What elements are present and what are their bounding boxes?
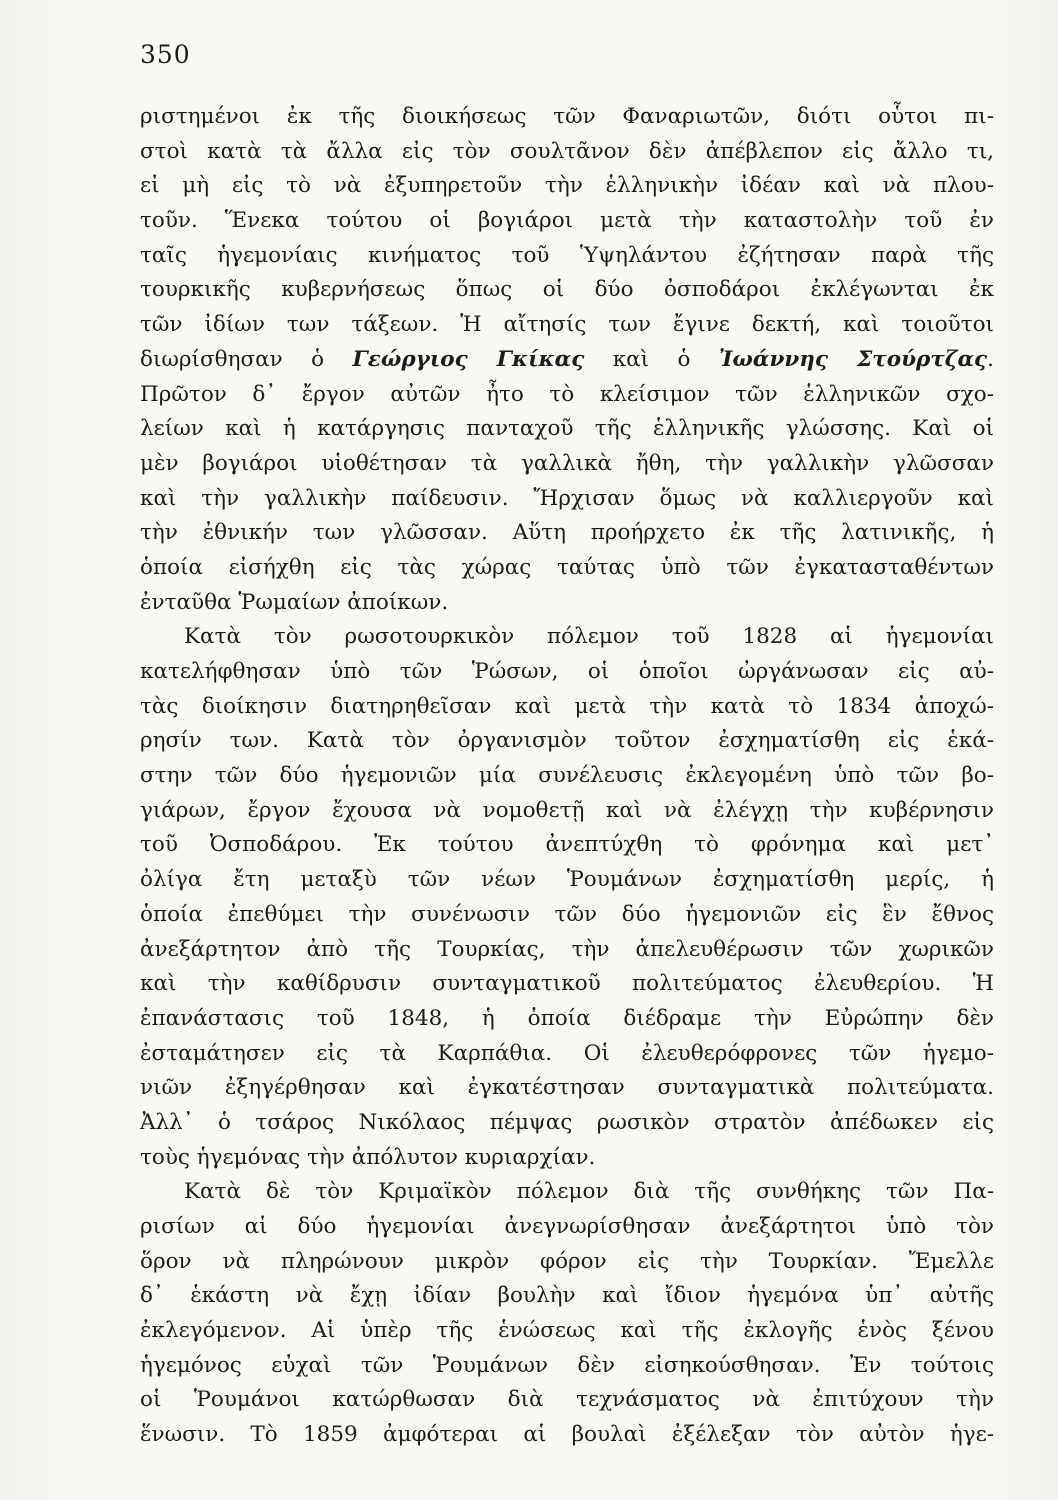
text-line: τὴν ἐθνικήν των γλῶσσαν. Αὕτη προήρχετο ἐκ τῆς λατινικῆς, ἡ [140, 520, 994, 546]
text-line: ἕνωσιν. Τὸ 1859 ἀμφότεραι αἱ βουλαὶ ἐξέλεξαν τὸν αὐτὸν ἡγε- [140, 1422, 994, 1448]
text-fragment: διωρίσθησαν ὁ [140, 346, 353, 372]
text-line: Κατὰ τὸν ρωσοτουρκικὸν πόλεμον τοῦ 1828 αἱ ἡγεμονίαι [184, 624, 994, 650]
text-line: ἐνταῦθα Ῥωμαίων ἀποίκων. [140, 589, 449, 615]
text-line: ταῖς ἡγεμονίαις κινήματος τοῦ Ὑψηλάντου ἐζήτησαν παρὰ τῆς [140, 242, 994, 268]
text-line: ὁποία εἰσήχθη εἰς τὰς χώρας ταύτας ὑπὸ τῶν ἐγκατασταθέντων [140, 554, 994, 580]
text-line: νιῶν ἐξηγέρθησαν καὶ ἐγκατέστησαν συνταγματικὰ πολιτεύματα. [140, 1075, 994, 1101]
text-line [140, 343, 994, 378]
text-line: τοῦ Ὀσποδάρου. Ἐκ τούτου ἀνεπτύχθη τὸ φρόνημα καὶ μετ᾽ [140, 832, 994, 858]
text-line: στην τῶν δύο ἡγεμονιῶν μία συνέλευσις ἐκλεγομένη ὑπὸ τῶν βο- [140, 763, 994, 789]
text-line: τοῦν. Ἕνεκα τούτου οἱ βογιάροι μετὰ τὴν καταστολὴν τοῦ ἐν [140, 208, 994, 234]
text-line: καὶ τὴν γαλλικὴν παίδευσιν. Ἤρχισαν ὅμως νὰ καλλιεργοῦν καὶ [140, 485, 994, 511]
text-line: Ἀλλ᾽ ὁ τσάρος Νικόλαος πέμψας ρωσικὸν στρατὸν ἀπέδωκεν εἰς [140, 1109, 994, 1135]
text-line: τουρκικῆς κυβερνήσεως ὅπως οἱ δύο ὀσποδάροι ἐκλέγωνται ἐκ [140, 277, 994, 303]
text-line: εἰ μὴ εἰς τὸ νὰ ἐξυπηρετοῦν τὴν ἑλληνικὴν ἰδέαν καὶ νὰ πλου- [140, 173, 994, 199]
text-line: ὀλίγα ἔτη μεταξὺ τῶν νέων Ῥουμάνων ἐσχηματίσθη μερίς, ἡ [140, 867, 994, 893]
text-line: ρισίων αἱ δύο ἡγεμονίαι ἀνεγνωρίσθησαν ἀνεξάρτητοι ὑπὸ τὸν [140, 1214, 994, 1239]
text-line: τὰς διοίκησιν διατηρηθεῖσαν καὶ μετὰ τὴν κατὰ τὸ 1834 ἀποχώ- [140, 693, 994, 719]
text-line: κατελήφθησαν ὑπὸ τῶν Ῥώσων, οἱ ὁποῖοι ὠργάνωσαν εἰς αὐ- [140, 659, 994, 684]
page-number: 350 [140, 40, 191, 69]
text-line: ἡγεμόνος εὐχαὶ τῶν Ῥουμάνων δὲν εἰσηκούσθησαν. Ἐν τούτοις [140, 1352, 994, 1378]
text-line: δ᾽ ἑκάστη νὰ ἔχῃ ἰδίαν βουλὴν καὶ ἴδιον ἡγεμόνα ὑπ᾽ αὐτῆς [140, 1283, 994, 1309]
text-line: μὲν βογιάροι υἱοθέτησαν τὰ γαλλικὰ ἤθη, τὴν γαλλικὴν γλῶσσαν [140, 450, 994, 476]
person-name: Γεώργιος Γκίκας [352, 346, 585, 372]
text-line: ὁποία ἐπεθύμει τὴν συνένωσιν τῶν δύο ἡγεμονιῶν εἰς ἓν ἔθνος [140, 901, 994, 927]
text-fragment: . [987, 346, 994, 372]
text-line: τοὺς ἡγεμόνας τὴν ἀπόλυτον κυριαρχίαν. [140, 1144, 596, 1170]
text-line: ἀνεξάρτητον ἀπὸ τῆς Τουρκίας, τὴν ἀπελευθέρωσιν τῶν χωρικῶν [140, 936, 994, 962]
text-line: Πρῶτον δ᾽ ἔργον αὐτῶν ἦτο τὸ κλείσιμον τῶν ἑλληνικῶν σχο- [140, 381, 994, 407]
text-line: καὶ τὴν καθίδρυσιν συνταγματικοῦ πολιτεύματος ἐλευθερίου. Ἡ [140, 971, 994, 997]
text-line: ὅρον νὰ πληρώνουν μικρὸν φόρον εἰς τὴν Τουρκίαν. Ἔμελλε [140, 1248, 994, 1274]
text-line: τῶν ἰδίων των τάξεων. Ἡ αἴτησίς των ἔγινε δεκτή, καὶ τοιοῦτοι [140, 312, 994, 338]
text-line: Κατὰ δὲ τὸν Κριμαϊκὸν πόλεμον διὰ τῆς συνθήκης τῶν Πα- [184, 1179, 994, 1205]
body-text [140, 100, 994, 1453]
text-line: οἱ Ῥουμάνοι κατώρθωσαν διὰ τεχνάσματος νὰ ἐπιτύχουν τὴν [140, 1387, 994, 1413]
text-line: ἐκλεγόμενον. Αἱ ὑπὲρ τῆς ἑνώσεως καὶ τῆς ἐκλογῆς ἑνὸς ξένου [140, 1318, 994, 1344]
person-name: Ἰωάννης Στούρτζας [718, 346, 988, 372]
text-line: ριστημένοι ἐκ τῆς διοικήσεως τῶν Φαναριωτῶν, διότι οὗτοι πι- [140, 104, 994, 129]
text-line: ἐπανάστασις τοῦ 1848, ἡ ὁποία διέδραμε τὴν Εὐρώπην δὲν [140, 1005, 994, 1031]
text-line: στοὶ κατὰ τὰ ἄλλα εἰς τὸν σουλτᾶνον δὲν ἀπέβλεπον εἰς ἄλλο τι, [140, 138, 994, 164]
text-line: ρησίν των. Κατὰ τὸν ὀργανισμὸν τοῦτον ἐσχηματίσθη εἰς ἑκά- [140, 728, 994, 754]
text-fragment: καὶ ὁ [584, 346, 719, 372]
text-line: γιάρων, ἔργον ἔχουσα νὰ νομοθετῇ καὶ νὰ ἐλέγχῃ τὴν κυβέρνησιν [140, 797, 994, 823]
text-line: λείων καὶ ἡ κατάργησις πανταχοῦ τῆς ἑλληνικῆς γλώσσης. Καὶ οἱ [140, 416, 994, 442]
text-line: ἐσταμάτησεν εἰς τὰ Καρπάθια. Οἱ ἐλευθερόφρονες τῶν ἡγεμο- [140, 1040, 994, 1066]
